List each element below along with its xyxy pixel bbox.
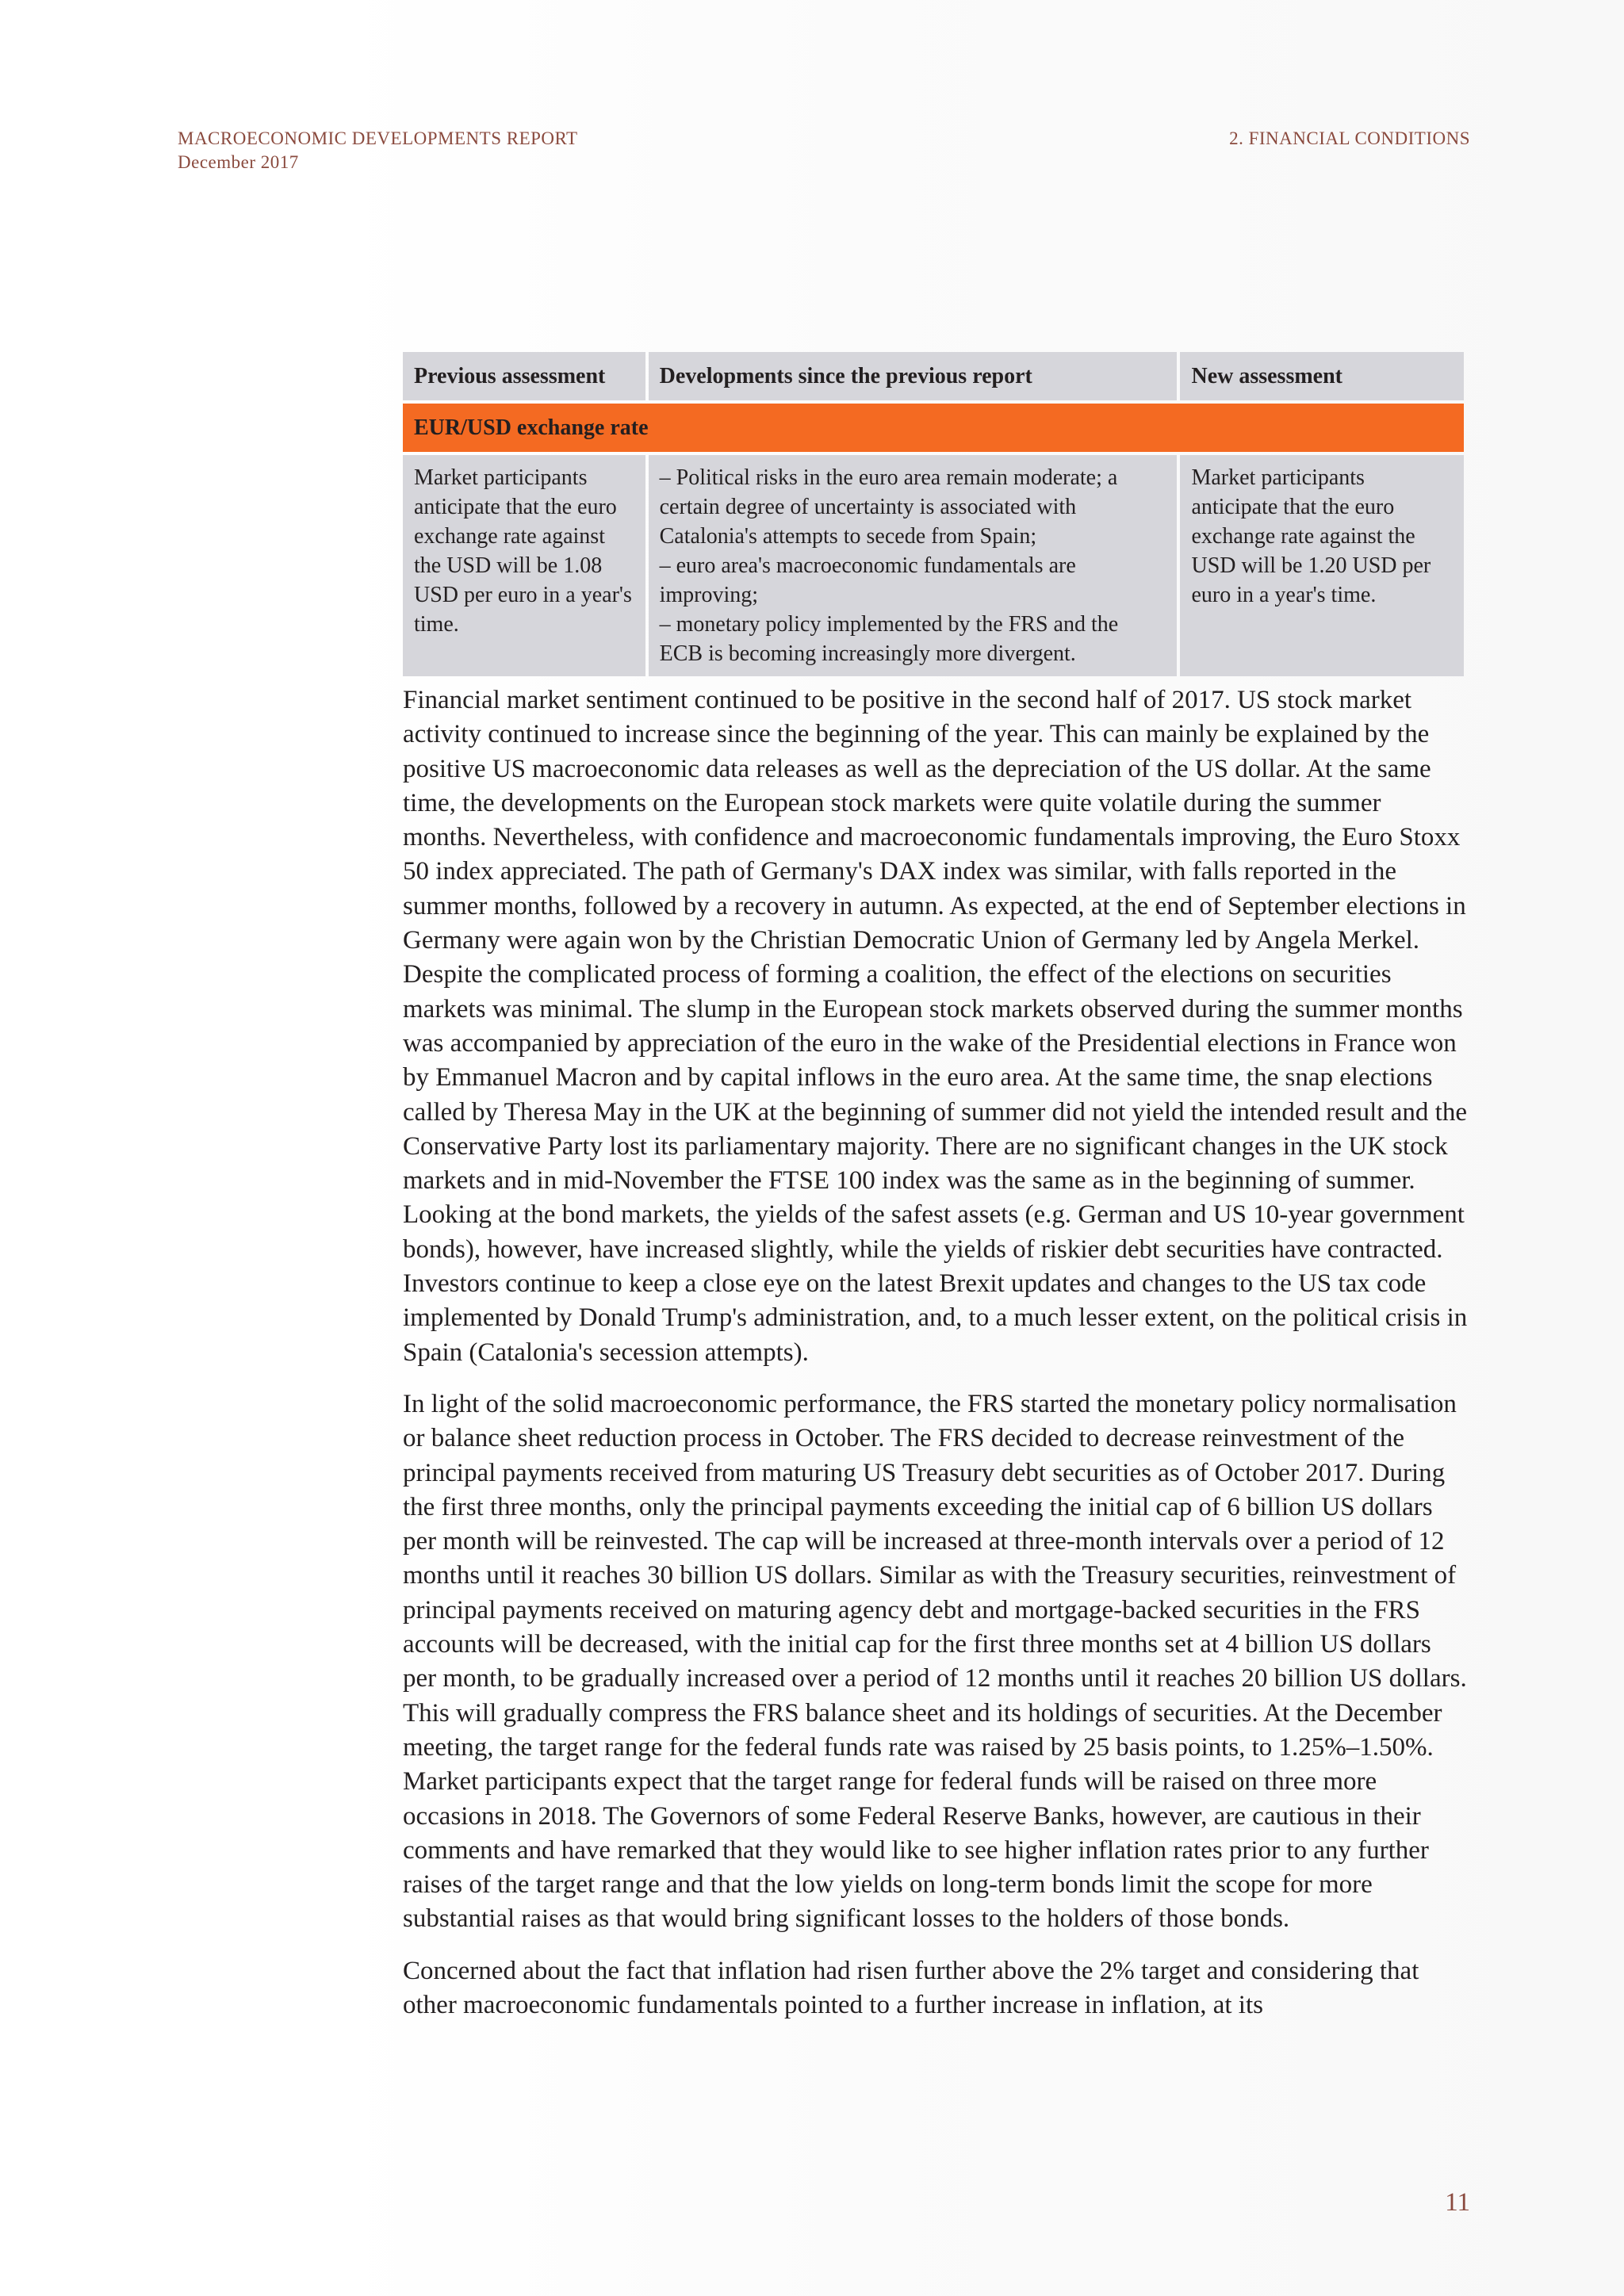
paragraph: Concerned about the fact that inflation had risen further above the 2% target and considering that other macroeconomic fundamentals pointed to a further increase in inflation, at its	[403, 1956, 1419, 2019]
paragraph: Financial market sentiment continued to be positive in the second half of 2017. US stock market activity continued to increase since the beginning of the year. This can mainly be explained by the positive US macroeconomic data releases as well as the depreciation of the US dollar. At the same time, the developments on the European stock markets were quite volatile during the summer months. Nevertheless, with confidence and macroeconomic fundamentals improving, the Euro Stoxx 50 index appreciated. The path of Germany's DAX index was similar, with falls reported in the summer months, followed by a recovery in autumn. As expected, at the end of September elections in Germany were again won by the Christian Democratic Union of Germany led by Angela Merkel. Despite the complicated process of forming a coalition, the effect of the elections on securities markets was minimal. The slump in the European stock markets observed during the summer months was accompanied by appreciation of the euro in the wake of the Presidential elections in France won by Emmanuel Macron and by capital inflows in the euro area. At the same time, the snap elections called by Theresa May in the UK at the beginning of summer did not yield the intended result and the Conservative Party lost its parliamentary majority. There are no significant changes in the UK stock markets and in mid-November the FTSE 100 index was the same as in the beginning of summer. Looking at the bond markets, the yields of the safest assets (e.g. German and US 10-year government bonds), however, have increased slightly, while the yields of riskier debt securities have contracted. Investors continue to keep a close eye on the latest Brexit updates and changes to the US tax code implemented by Donald Trump's administration, and, to a much lesser extent, on the political crisis in Spain (Catalonia's secession attempts).	[403, 686, 1468, 1367]
report-header	[178, 127, 578, 174]
previous-assessment-cell: Market participants anticipate that the euro exchange rate against the USD will be 1.08 USD per euro in a year's time.	[403, 455, 645, 676]
column-header: New assessment	[1180, 352, 1464, 400]
column-header: Developments since the previous report	[649, 352, 1178, 400]
assessment-table	[400, 349, 1467, 679]
paragraph: In light of the solid macroeconomic performance, the FRS started the monetary policy normalisation or balance sheet reduction process in October. The FRS decided to decrease reinvestment of the principal payments received from maturing US Treasury debt securities as of October 2017. During the first three months, only the principal payments exceeding the initial cap of 6 billion US dollars per month will be reinvested. The cap will be increased at three-month intervals over a period of 12 months until it reaches 30 billion US dollars. Similar as with the Treasury securities, reinvestment of principal payments received on maturing agency debt and mortgage-backed securities in the FRS accounts will be decreased, with the initial cap for the first three months set at 4 billion US dollars per month, to be gradually increased over a period of 12 months until it reaches 20 billion US dollars. This will gradually compress the FRS balance sheet and its holdings of securities. At the December meeting, the target range for the federal funds rate was raised by 25 basis points, to 1.25%–1.50%. Market participants expect that the target range for federal funds will be raised on three more occasions in 2018. The Governors of some Federal Reserve Banks, however, are cautious in their comments and have remarked that they would like to see higher inflation rates prior to any further raises of the target range and that the low yields on long-term bonds limit the scope for more substantial raises as that would bring significant losses to the holders of those bonds.	[403, 1389, 1467, 1934]
section-header: 2. FINANCIAL CONDITIONS	[1229, 128, 1470, 148]
table-section-row	[403, 404, 1464, 452]
development-item: – Political risks in the euro area remain moderate; a certain degree of uncertainty is associated with Catalonia's attempts to secede from Spain;	[659, 465, 1118, 549]
table-header-row	[403, 352, 1464, 400]
development-item: – monetary policy implemented by the FRS and the ECB is becoming increasingly more divergent.	[659, 612, 1119, 666]
new-assessment-cell: Market participants anticipate that the euro exchange rate against the USD will be 1.20 USD per euro in a year's time.	[1180, 455, 1464, 676]
development-item: – euro area's macroeconomic fundamentals are improving;	[659, 553, 1076, 607]
section-label: EUR/USD exchange rate	[403, 404, 1464, 452]
body-text	[403, 683, 1470, 2040]
developments-cell	[649, 455, 1178, 676]
column-header: Previous assessment	[403, 352, 645, 400]
report-date: December 2017	[178, 152, 299, 172]
report-title: MACROECONOMIC DEVELOPMENTS REPORT	[178, 128, 578, 148]
table-row	[403, 455, 1464, 676]
page-number: 11	[1445, 2188, 1470, 2217]
